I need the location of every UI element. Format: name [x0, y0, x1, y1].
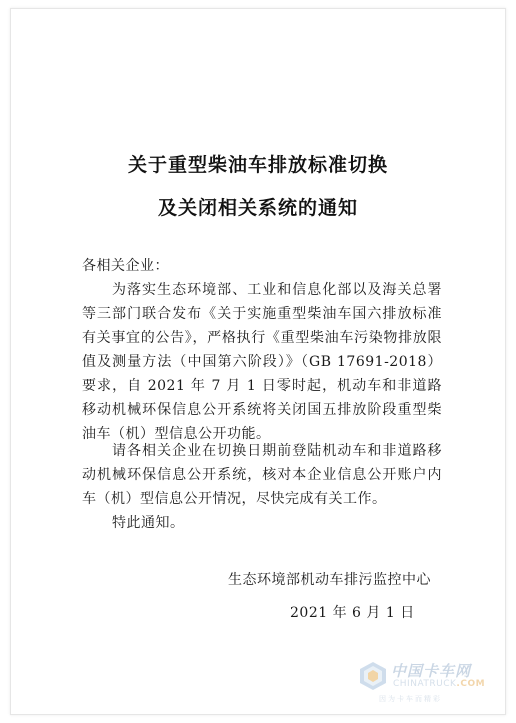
notice-title-line-1: 关于重型柴油车排放标准切换	[127, 154, 388, 176]
watermark-name-cn: 中国卡车网	[391, 662, 472, 680]
chinatruck-logo-icon	[357, 660, 389, 692]
watermark-slogan: 因为卡车而精彩	[379, 695, 442, 703]
notice-title-line-2: 及关闭相关系统的通知	[157, 197, 358, 219]
closing-line: 特此通知。	[112, 515, 185, 531]
signature-date: 2021 年 6 月 1 日	[290, 605, 415, 621]
watermark-logo	[357, 656, 507, 712]
watermark-name-en-suffix: .COM	[456, 679, 486, 689]
watermark-name-en-main: CHINATRUCK	[393, 679, 457, 689]
body-paragraph-1: 为落实生态环境部、工业和信息化部以及海关总署等三部门联合发布《关于实施重型柴油车国六排放标准有关事宜的公告》，严格执行《重型柴油车污染物排放限值及测量方法（中国第六阶段）》（GB 17691-2018）要求，自 2021 年 7 月 1 日零时起，机动车和非道路移动机械环保信息公开系统将关闭国五排放阶段重型柴油车（机）型信息公开功能。	[82, 282, 442, 442]
signature-organization: 生态环境部机动车排污监控中心	[228, 572, 431, 588]
watermark-name-en	[393, 679, 485, 689]
body-paragraph-2: 请各相关企业在切换日期前登陆机动车和非道路移动机械环保信息公开系统，核对本企业信息公开账户内车（机）型信息公开情况，尽快完成有关工作。	[82, 443, 442, 507]
salutation: 各相关企业：	[82, 258, 169, 274]
